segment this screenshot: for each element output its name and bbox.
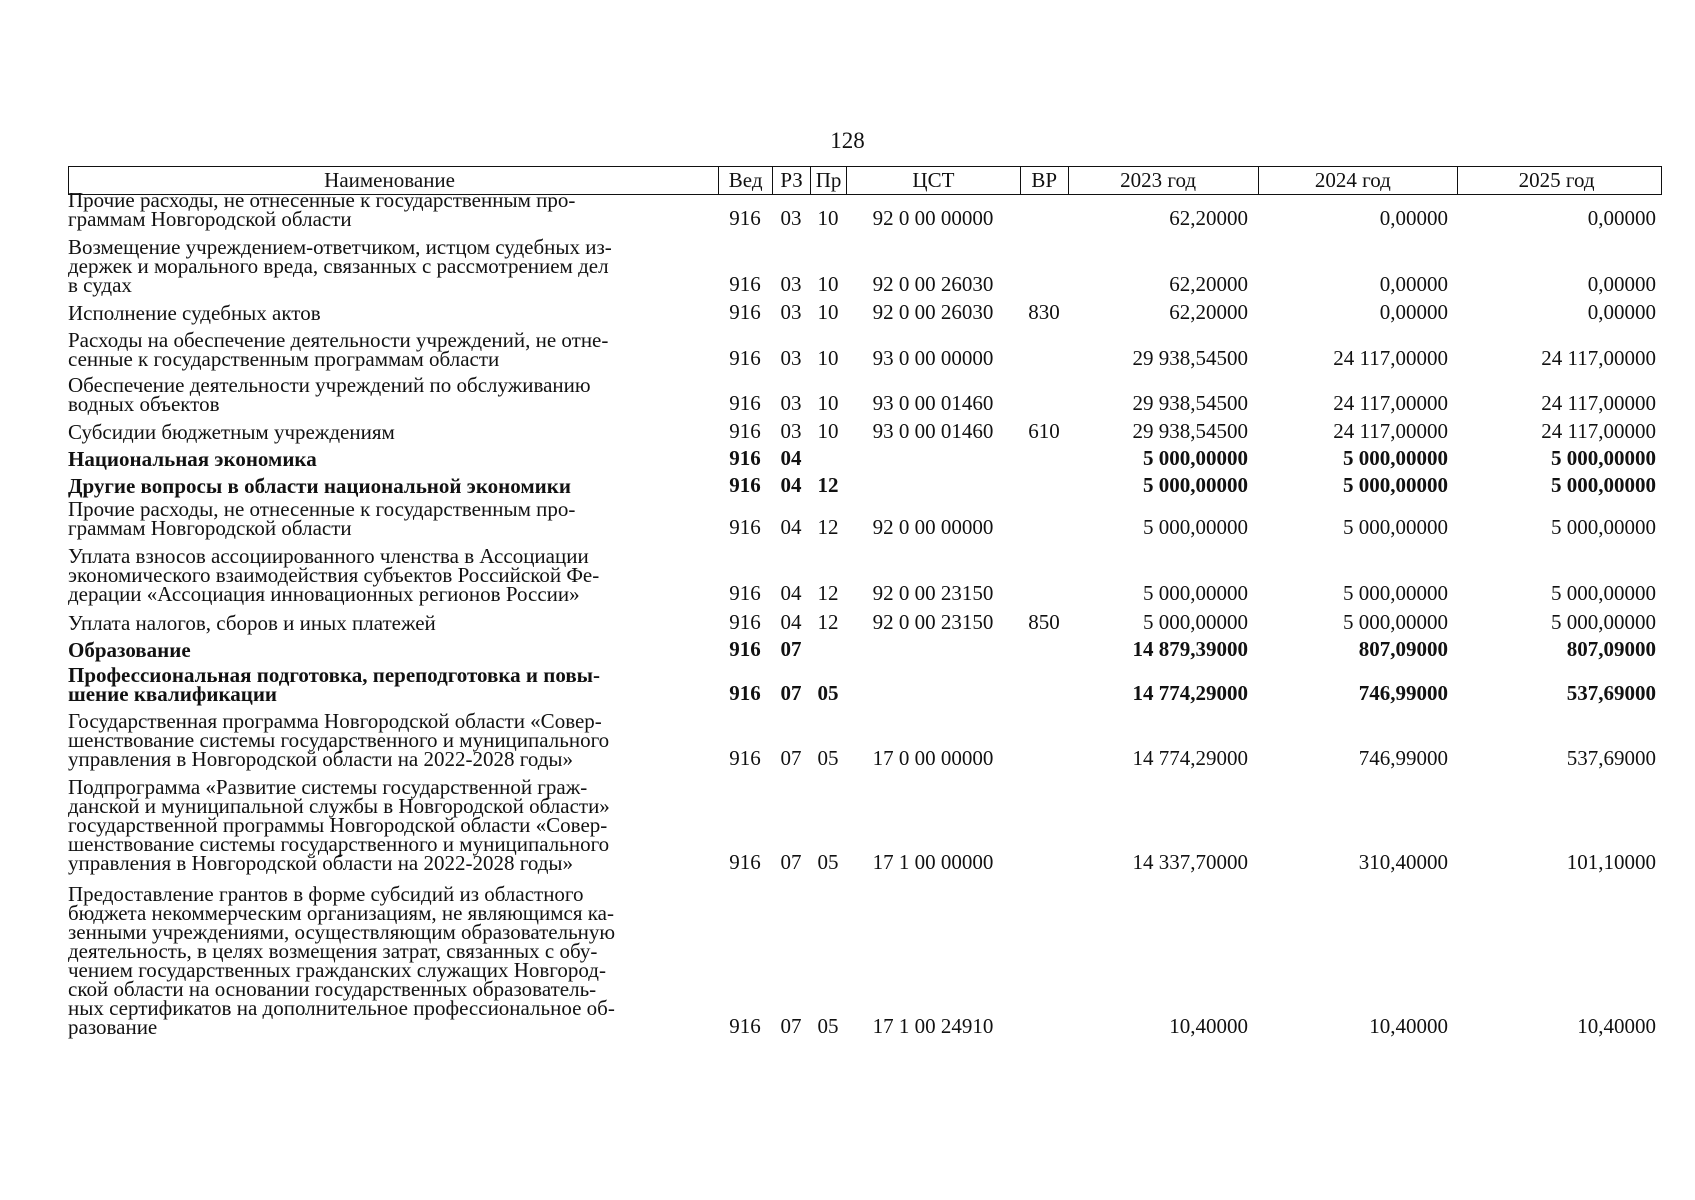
cell-pr: 12: [817, 610, 839, 634]
header-name: Наименование: [324, 168, 455, 192]
row-name-line: Уплата взносов ассоциированного членства в Ассоциации: [68, 544, 589, 568]
row-name-line: Возмещение учреждением-ответчиком, истцом судебных из-: [68, 235, 612, 259]
header-rz: РЗ: [772, 167, 810, 194]
cell-ved: 916: [729, 346, 761, 370]
cell-vr: [1020, 537, 1068, 538]
cell-ved: 916: [729, 446, 761, 470]
cell-y2023: 5 000,00000: [1143, 515, 1248, 539]
row-name-line: дерации «Ассоциация инновационных регионов России»: [68, 582, 580, 606]
table-row: [68, 473, 1662, 498]
cell-y2023: 62,20000: [1169, 206, 1248, 230]
cell-y2025: 5 000,00000: [1551, 515, 1656, 539]
cell-ved: 916: [729, 681, 761, 705]
table-row: [68, 709, 1662, 771]
table-row: [68, 300, 1662, 325]
cell-pr: 05: [817, 681, 839, 705]
row-name: [68, 882, 718, 1039]
row-name-line: Субсидии бюджетным учреждениям: [68, 420, 395, 444]
row-name-line: государственной программы Новгородской области «Совер-: [68, 813, 608, 837]
cell-y2025: 0,00000: [1587, 206, 1656, 230]
header-cst: ЦСТ: [846, 167, 1020, 194]
table-row: [68, 497, 1662, 540]
cell-cst: 92 0 00 23150: [872, 581, 994, 605]
row-name: [68, 188, 718, 231]
cell-y2023: 14 337,70000: [1132, 850, 1248, 874]
header-ved: Вед: [718, 167, 772, 194]
cell-y2025: 537,69000: [1566, 746, 1656, 770]
cell-cst: 92 0 00 26030: [872, 272, 994, 296]
cell-y2024: 746,99000: [1358, 681, 1448, 705]
cell-y2025: 0,00000: [1587, 300, 1656, 324]
row-name-line: Другие вопросы в области национальной экономики: [68, 474, 571, 498]
cell-rz: 04: [780, 581, 802, 605]
cell-y2024: 5 000,00000: [1343, 446, 1448, 470]
cell-rz: 07: [780, 746, 802, 770]
row-name: [68, 497, 718, 540]
cell-y2025: 5 000,00000: [1551, 610, 1656, 634]
cell-y2023: 29 938,54500: [1132, 391, 1248, 415]
cell-y2024: 5 000,00000: [1343, 610, 1448, 634]
cell-y2023: 29 938,54500: [1132, 346, 1248, 370]
cell-cst: 93 0 00 00000: [872, 346, 994, 370]
header-2024: 2024 год: [1258, 167, 1458, 194]
row-name: [68, 638, 718, 662]
row-name-line: управления в Новгородской области на 2022-2028 годы»: [68, 851, 574, 875]
row-name-line: зенными учреждениями, осуществляющим образовательную: [68, 920, 616, 944]
cell-vr: [1020, 872, 1068, 873]
cell-y2025: 24 117,00000: [1541, 419, 1656, 443]
cell-y2023: 62,20000: [1169, 300, 1248, 324]
cell-cst: [846, 495, 1020, 496]
cell-pr: 05: [817, 746, 839, 770]
cell-y2024: 0,00000: [1379, 206, 1448, 230]
cell-ved: 916: [729, 581, 761, 605]
cell-cst: [846, 703, 1020, 704]
cell-rz: 03: [780, 206, 802, 230]
cell-pr: 12: [817, 515, 839, 539]
cell-pr: 10: [817, 300, 839, 324]
cell-y2024: 0,00000: [1379, 300, 1448, 324]
cell-y2023: 5 000,00000: [1143, 610, 1248, 634]
cell-ved: 916: [729, 637, 761, 661]
header-2023: 2023 год: [1068, 167, 1258, 194]
row-name: [68, 709, 718, 771]
cell-rz: 03: [780, 391, 802, 415]
cell-rz: 07: [780, 1014, 802, 1038]
table-row: [68, 328, 1662, 371]
row-name-line: ных сертификатов на дополнительное профессиональное об-: [68, 996, 615, 1020]
cell-vr: [1020, 413, 1068, 414]
row-name-line: чением государственных гражданских служащих Новгород-: [68, 958, 606, 982]
row-name-line: разование: [68, 1015, 158, 1039]
row-name-line: Исполнение судебных актов: [68, 301, 321, 325]
cell-y2023: 5 000,00000: [1143, 581, 1248, 605]
cell-vr: [1020, 495, 1068, 496]
cell-y2023: 5 000,00000: [1143, 473, 1248, 497]
row-name-line: Профессиональная подготовка, переподготовка и повы-: [68, 663, 601, 687]
table-row: [68, 610, 1662, 635]
row-name-line: Подпрограмма «Развитие системы государственной граж-: [68, 775, 588, 799]
row-name-line: шенствование системы государственного и муниципального: [68, 832, 610, 856]
cell-cst: 17 1 00 00000: [872, 850, 994, 874]
table-row: [68, 882, 1662, 1039]
row-name: [68, 301, 718, 325]
cell-y2025: 5 000,00000: [1551, 446, 1656, 470]
cell-rz: 07: [780, 681, 802, 705]
row-name-line: Образование: [68, 638, 191, 662]
cell-ved: 916: [729, 850, 761, 874]
row-name-line: деятельность, в целях возмещения затрат, связанных с обу-: [68, 939, 598, 963]
cell-ved: 916: [729, 391, 761, 415]
row-name-line: Уплата налогов, сборов и иных платежей: [68, 611, 436, 635]
row-name: [68, 775, 718, 875]
cell-y2024: 310,40000: [1358, 850, 1448, 874]
row-name: [68, 447, 718, 471]
cell-cst: 17 0 00 00000: [872, 746, 994, 770]
row-name-line: Государственная программа Новгородской области «Совер-: [68, 709, 602, 733]
cell-rz: 04: [780, 446, 802, 470]
cell-y2025: 807,09000: [1566, 637, 1656, 661]
row-name-line: водных объектов: [68, 392, 220, 416]
cell-y2024: 0,00000: [1379, 272, 1448, 296]
cell-rz: 04: [780, 610, 802, 634]
row-name-line: Обеспечение деятельности учреждений по обслуживанию: [68, 373, 591, 397]
cell-pr: 05: [817, 850, 839, 874]
cell-pr: 10: [817, 346, 839, 370]
cell-ved: 916: [729, 272, 761, 296]
row-name-line: шенствование системы государственного и муниципального: [68, 728, 610, 752]
row-name-line: граммам Новгородской области: [68, 516, 352, 540]
row-name-line: Расходы на обеспечение деятельности учреждений, не отне-: [68, 328, 609, 352]
cell-y2025: 0,00000: [1587, 272, 1656, 296]
cell-ved: 916: [729, 610, 761, 634]
row-name-line: шение квалификации: [68, 682, 278, 706]
row-name: [68, 235, 718, 297]
cell-rz: 07: [780, 637, 802, 661]
cell-pr: 12: [817, 581, 839, 605]
table-row: [68, 663, 1662, 706]
table-row: [68, 188, 1662, 231]
cell-ved: 916: [729, 206, 761, 230]
cell-pr: 10: [817, 272, 839, 296]
cell-rz: 03: [780, 419, 802, 443]
cell-cst: [846, 468, 1020, 469]
cell-ved: 916: [729, 419, 761, 443]
cell-vr: 830: [1028, 300, 1060, 324]
cell-cst: 92 0 00 00000: [872, 515, 994, 539]
cell-rz: 04: [780, 515, 802, 539]
cell-y2024: 24 117,00000: [1333, 346, 1448, 370]
cell-y2025: 24 117,00000: [1541, 391, 1656, 415]
row-name-line: управления в Новгородской области на 2022-2028 годы»: [68, 747, 574, 771]
cell-rz: 04: [780, 473, 802, 497]
cell-pr: 10: [817, 419, 839, 443]
cell-ved: 916: [729, 746, 761, 770]
row-name-line: Прочие расходы, не отнесенные к государственным про-: [68, 497, 576, 521]
cell-ved: 916: [729, 1014, 761, 1038]
cell-pr: 12: [817, 473, 839, 497]
cell-cst: 93 0 00 01460: [872, 419, 994, 443]
cell-pr: 10: [817, 206, 839, 230]
table-row: [68, 544, 1662, 606]
cell-y2023: 14 774,29000: [1132, 681, 1248, 705]
cell-vr: [1020, 294, 1068, 295]
cell-y2023: 29 938,54500: [1132, 419, 1248, 443]
row-name: [68, 474, 718, 498]
cell-y2024: 807,09000: [1358, 637, 1448, 661]
row-name: [68, 373, 718, 416]
cell-y2025: 5 000,00000: [1551, 473, 1656, 497]
table-row: [68, 775, 1662, 875]
table-row: [68, 419, 1662, 444]
header-2025: 2025 год: [1457, 167, 1661, 194]
header-vr: ВР: [1020, 167, 1068, 194]
row-name-line: граммам Новгородской области: [68, 207, 352, 231]
cell-y2023: 62,20000: [1169, 272, 1248, 296]
cell-y2025: 537,69000: [1566, 681, 1656, 705]
cell-vr: [1020, 603, 1068, 604]
cell-vr: [1020, 228, 1068, 229]
cell-y2023: 5 000,00000: [1143, 446, 1248, 470]
cell-y2023: 14 879,39000: [1132, 637, 1248, 661]
cell-rz: 07: [780, 850, 802, 874]
cell-y2024: 24 117,00000: [1333, 419, 1448, 443]
cell-y2023: 10,40000: [1169, 1014, 1248, 1038]
cell-pr: 10: [817, 391, 839, 415]
cell-pr: [810, 468, 846, 469]
cell-cst: 92 0 00 26030: [872, 300, 994, 324]
cell-vr: [1020, 468, 1068, 469]
cell-y2025: 10,40000: [1577, 1014, 1656, 1038]
cell-ved: 916: [729, 515, 761, 539]
cell-vr: [1020, 1036, 1068, 1037]
cell-cst: 92 0 00 00000: [872, 206, 994, 230]
cell-vr: [1020, 703, 1068, 704]
budget-table: [68, 166, 1662, 1039]
cell-y2025: 101,10000: [1566, 850, 1656, 874]
row-name-line: сенные к государственным программам области: [68, 347, 500, 371]
table-row: [68, 637, 1662, 662]
cell-pr: [810, 659, 846, 660]
row-name-line: данской и муниципальной службы в Новгородской области»: [68, 794, 610, 818]
cell-ved: 916: [729, 300, 761, 324]
row-name: [68, 663, 718, 706]
cell-vr: [1020, 768, 1068, 769]
page-number: 128: [830, 128, 865, 153]
cell-y2024: 5 000,00000: [1343, 515, 1448, 539]
row-name: [68, 420, 718, 444]
cell-rz: 03: [780, 346, 802, 370]
row-name: [68, 544, 718, 606]
cell-rz: 03: [780, 272, 802, 296]
cell-vr: [1020, 659, 1068, 660]
cell-y2025: 5 000,00000: [1551, 581, 1656, 605]
cell-y2023: 14 774,29000: [1132, 746, 1248, 770]
row-name: [68, 328, 718, 371]
cell-y2024: 5 000,00000: [1343, 473, 1448, 497]
cell-rz: 03: [780, 300, 802, 324]
cell-cst: 17 1 00 24910: [872, 1014, 994, 1038]
row-name-line: Национальная экономика: [68, 447, 317, 471]
cell-cst: 92 0 00 23150: [872, 610, 994, 634]
row-name-line: в судах: [68, 273, 132, 297]
cell-y2024: 24 117,00000: [1333, 391, 1448, 415]
cell-vr: [1020, 368, 1068, 369]
cell-y2024: 746,99000: [1358, 746, 1448, 770]
cell-ved: 916: [729, 473, 761, 497]
row-name-line: держек и морального вреда, связанных с рассмотрением дел: [68, 254, 609, 278]
cell-cst: 93 0 00 01460: [872, 391, 994, 415]
header-pr: Пр: [810, 167, 846, 194]
cell-pr: 05: [817, 1014, 839, 1038]
row-name-line: ской области на основании государственных образователь-: [68, 977, 597, 1001]
row-name-line: экономического взаимодействия субъектов Российской Фе-: [68, 563, 600, 587]
cell-vr: 610: [1028, 419, 1060, 443]
cell-y2025: 24 117,00000: [1541, 346, 1656, 370]
table-row: [68, 446, 1662, 471]
row-name-line: Прочие расходы, не отнесенные к государственным про-: [68, 188, 576, 212]
cell-y2024: 10,40000: [1369, 1014, 1448, 1038]
row-name-line: бюджета некоммерческим организациям, не являющимся ка-: [68, 901, 614, 925]
cell-cst: [846, 659, 1020, 660]
cell-y2024: 5 000,00000: [1343, 581, 1448, 605]
table-row: [68, 235, 1662, 297]
row-name: [68, 611, 718, 635]
row-name-line: Предоставление грантов в форме субсидий из областного: [68, 882, 584, 906]
table-row: [68, 373, 1662, 416]
cell-vr: 850: [1028, 610, 1060, 634]
